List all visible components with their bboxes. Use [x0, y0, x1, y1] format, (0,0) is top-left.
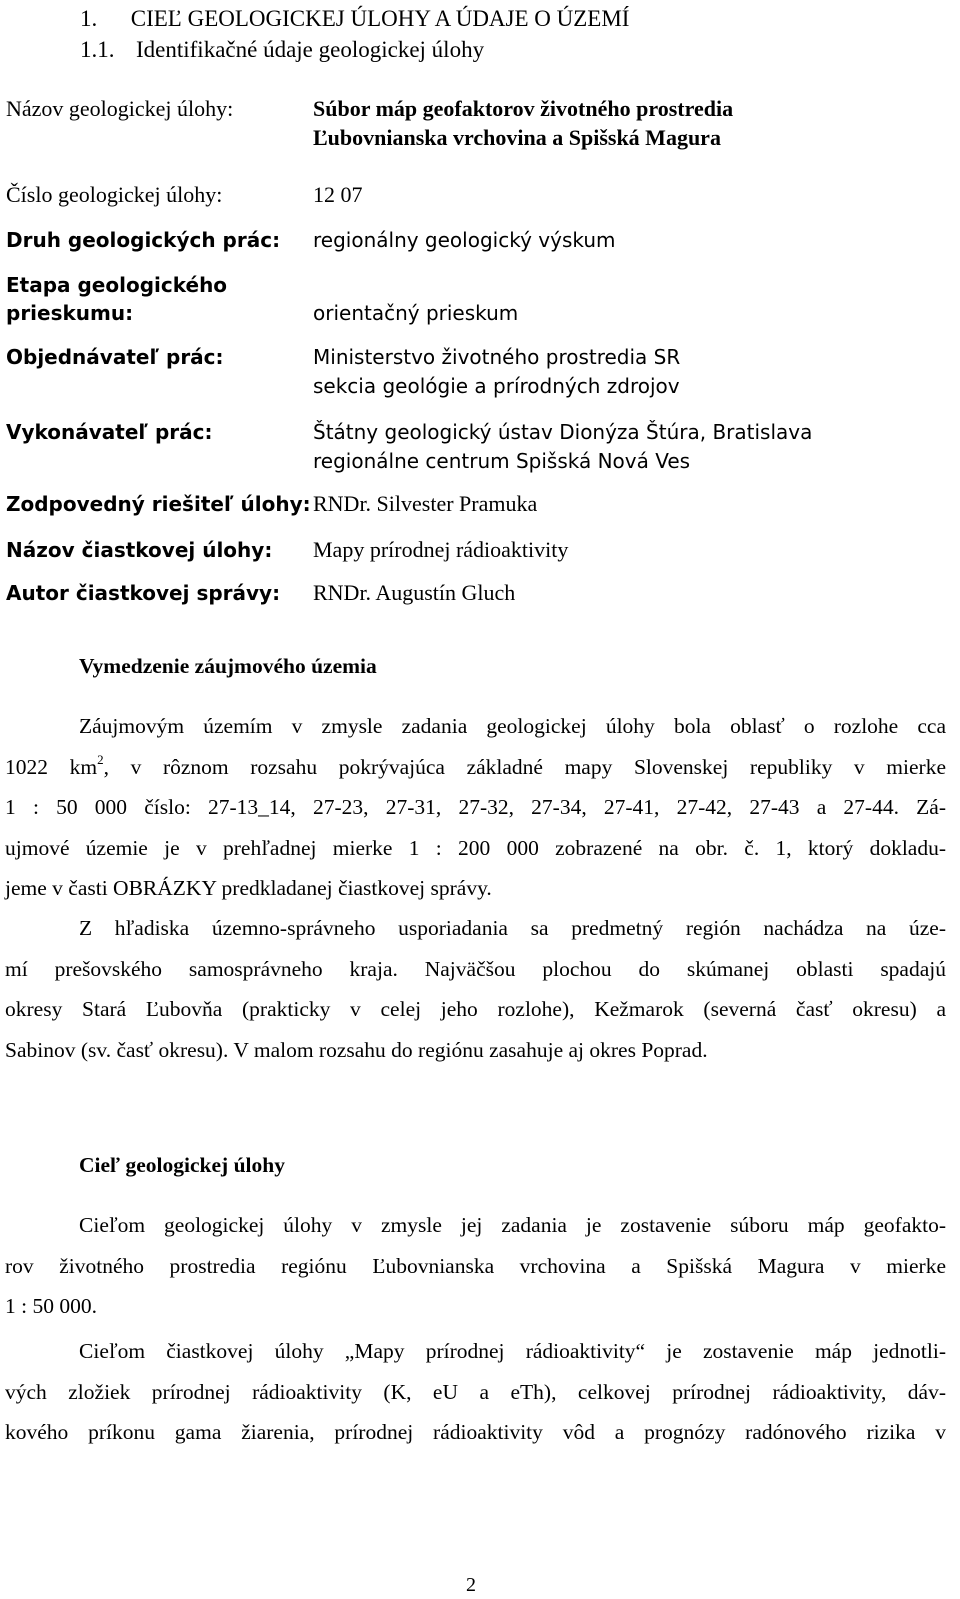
field-label-ciastkova: Názov čiastkovej úlohy:	[6, 538, 273, 562]
paragraph-line: Záujmovým územím v zmysle zadania geologickej úlohy bola oblasť o rozlohe cca	[79, 714, 946, 738]
field-value-nazov-2: Ľubovnianska vrchovina a Spišská Magura	[313, 125, 721, 150]
paragraph-vymedzenie-1	[5, 706, 946, 909]
section-heading-ciel: Cieľ geologickej úlohy	[79, 1153, 285, 1177]
section-title: CIEĽ GEOLOGICKEJ ÚLOHY A ÚDAJE O ÚZEMÍ	[130, 6, 630, 31]
paragraph-ciel-1	[5, 1205, 946, 1327]
page-number: 2	[466, 1574, 476, 1596]
field-label-cislo: Číslo geologickej úlohy:	[6, 182, 223, 207]
field-value-druh: regionálny geologický výskum	[313, 228, 616, 252]
paragraph-ciel-2	[5, 1331, 946, 1453]
field-value-vykonavatel-2: regionálne centrum Spišská Nová Ves	[313, 449, 691, 473]
field-label-objednavatel: Objednávateľ prác:	[6, 345, 224, 369]
paragraph-line	[5, 747, 946, 788]
paragraph-line-rest: , v rôznom rozsahu pokrývajúca základné mapy Slovenskej republiky v mierke	[103, 754, 946, 779]
field-label-nazov: Názov geologickej úlohy:	[6, 96, 234, 121]
section-heading-vymedzenie: Vymedzenie záujmového územia	[79, 654, 377, 678]
paragraph-line: Z hľadiska územno-správneho usporiadania sa predmetný región nachádza na úze-	[79, 916, 946, 940]
field-value-vykonavatel-1: Štátny geologický ústav Dionýza Štúra, Bratislava	[313, 420, 813, 444]
field-label-etapa-1: Etapa geologického	[6, 273, 228, 297]
paragraph-line: 1 : 50 000 číslo: 27-13_14, 27-23, 27-31, 27-32, 27-34, 27-41, 27-42, 27-43 a 27-44. Zá-	[5, 795, 946, 819]
field-value-nazov-1: Súbor máp geofaktorov životného prostredia	[313, 96, 734, 121]
paragraph-line: jeme v časti OBRÁZKY predkladanej čiastkovej správy.	[5, 876, 492, 900]
subsection-heading	[80, 37, 484, 63]
field-value-objednavatel-2: sekcia geológie a prírodných zdrojov	[313, 374, 680, 398]
paragraph-line: ujmové územie je v prehľadnej mierke 1 : 200 000 zobrazené na obr. č. 1, ktorý dokladu-	[5, 835, 946, 860]
paragraph-vymedzenie-2	[5, 908, 946, 1070]
area-value: 1022 km	[5, 754, 98, 779]
paragraph-line: Cieľom čiastkovej úlohy „Mapy prírodnej rádioaktivity“ je zostavenie máp jednotli-	[79, 1339, 946, 1363]
paragraph-line: mí prešovského samosprávneho kraja. Najväčšou plochou do skúmanej oblasti spadajú	[5, 956, 946, 981]
paragraph-line: okresy Stará Ľubovňa (prakticky v celej jeho rozlohe), Kežmarok (severná časť okresu) a	[5, 997, 946, 1021]
field-label-riesitel: Zodpovedný riešiteľ úlohy:	[6, 492, 311, 516]
field-value-ciastkova: Mapy prírodnej rádioaktivity	[313, 537, 569, 562]
paragraph-line: kového príkonu gama žiarenia, prírodnej rádioaktivity vôd a prognózy radónového rizika v	[5, 1420, 946, 1444]
paragraph-line: rov životného prostredia regiónu Ľubovnianska vrchovina a Spišská Magura v mierke	[5, 1253, 946, 1278]
field-value-autor: RNDr. Augustín Gluch	[313, 580, 516, 605]
field-value-objednavatel-1: Ministerstvo životného prostredia SR	[313, 345, 681, 369]
section-heading	[80, 6, 629, 32]
field-label-druh: Druh geologických prác:	[6, 228, 281, 252]
paragraph-line: 1 : 50 000.	[5, 1294, 97, 1318]
field-value-riesitel: RNDr. Silvester Pramuka	[313, 491, 538, 516]
section-number: 1.	[80, 6, 98, 31]
area-exponent: 2	[97, 751, 104, 767]
field-value-etapa: orientačný prieskum	[313, 301, 519, 325]
paragraph-line: Cieľom geologickej úlohy v zmysle jej zadania je zostavenie súboru máp geofakto-	[79, 1213, 946, 1237]
subsection-number: 1.1.	[80, 37, 115, 62]
field-label-etapa-2: prieskumu:	[6, 301, 134, 325]
field-value-cislo: 12 07	[313, 182, 363, 207]
field-label-autor: Autor čiastkovej správy:	[6, 581, 281, 605]
paragraph-line: vých zložiek prírodnej rádioaktivity (K, eU a eTh), celkovej prírodnej rádioaktivity, dáv-	[5, 1379, 946, 1404]
paragraph-line: Sabinov (sv. časť okresu). V malom rozsahu do regiónu zasahuje aj okres Poprad.	[5, 1037, 708, 1062]
subsection-title: Identifikačné údaje geologickej úlohy	[136, 37, 485, 62]
field-label-vykonavatel: Vykonávateľ prác:	[6, 420, 213, 444]
